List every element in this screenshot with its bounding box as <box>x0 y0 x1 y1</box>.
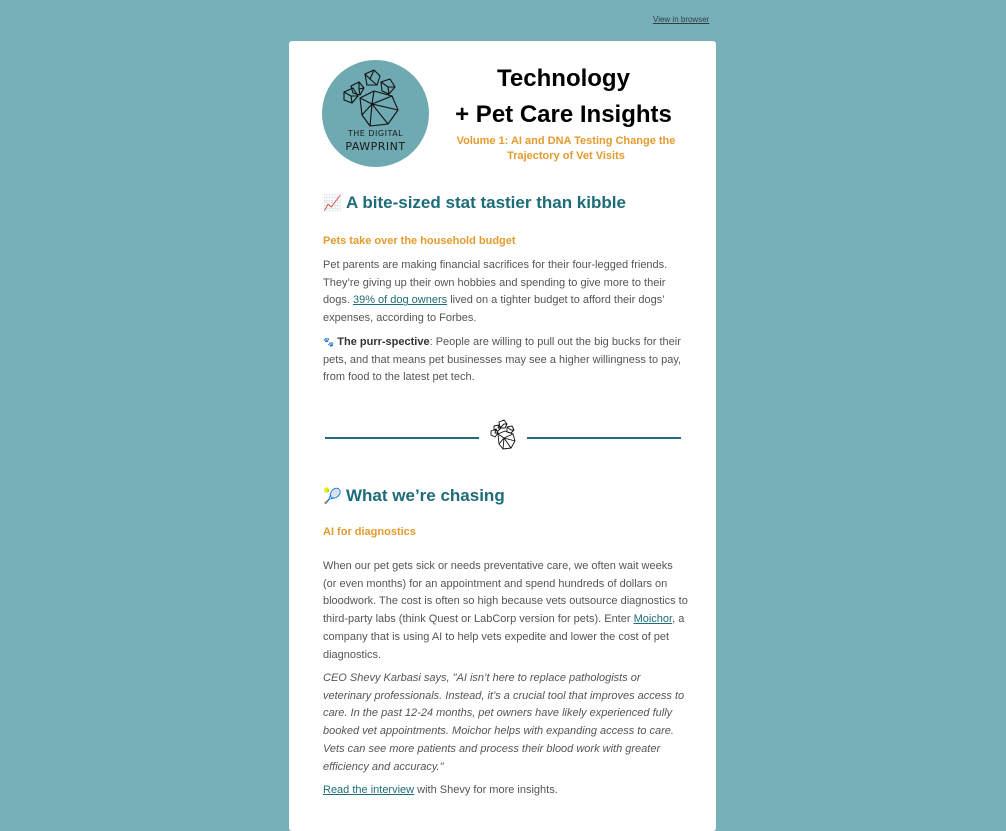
moichor-link[interactable]: Moichor <box>633 613 673 626</box>
chart-increasing-icon: 📈 <box>323 195 342 212</box>
para-text: Pet parents are making financial sacrifices for their four-legged friends. They’re giving up their own hobbies and spending to give more to their dogs. <box>323 259 668 307</box>
para-text: with Shevy for more insights. <box>414 784 558 796</box>
section2-heading <box>323 486 505 506</box>
read-interview-link[interactable]: Read the interview <box>323 784 415 796</box>
section-divider <box>325 419 681 459</box>
section1-subheading: Pets take over the household budget <box>323 235 516 247</box>
newsletter-title <box>439 61 688 133</box>
para-text: lived on a tighter budget to afford their dogs’ expenses, according to Forbes. <box>323 294 665 325</box>
newsletter-subtitle: Volume 1: AI and DNA Testing Change the Trajectory of Vet Visits <box>456 135 676 162</box>
tennis-racket-icon: 🎾 <box>323 488 342 505</box>
title-line1: Technology <box>497 65 630 92</box>
section2-subheading: AI for diagnostics <box>323 526 416 538</box>
view-in-browser-link[interactable]: View in browser <box>653 15 710 24</box>
section1-heading <box>323 193 626 213</box>
digital-pawprint-logo <box>322 60 429 167</box>
para-text: : People are willing to pull out the big bucks for their pets, and that means pet businesses may see a higher willingness to pay, from food to the latest pet tech. <box>323 336 682 384</box>
dog-owners-stat-link[interactable]: 39% of dog owners <box>352 294 448 307</box>
para-text: When our pet gets sick or needs preventative care, we often wait weeks (or even months) for an appointment and spend hundreds of dollars on bloodwork. The cost is often so high because vets outsource diagnostics to third-party labs (think Quest or LabCorp version for pets). Enter <box>323 560 688 626</box>
title-line2: + Pet Care Insights <box>455 101 672 128</box>
paw-prints-icon: 🐾 <box>323 337 335 347</box>
logo-line2: PAWPRINT <box>345 140 406 153</box>
ceo-quote: CEO Shevy Karbasi says, "AI isn’t here to replace pathologists or veterinary professionals. Instead, it’s a crucial tool that improves access to care. In the past 12-24 months, pet owners have likely experienced fully booked vet appointments. Moichor helps with expanding access to care. Vets can see more patients and process their blood work with greater efficiency and accuracy." <box>323 672 685 773</box>
section2-paragraph3 <box>323 782 689 800</box>
newsletter-card <box>289 41 716 831</box>
section2-paragraph1 <box>323 558 689 664</box>
section1-paragraph1 <box>323 257 689 328</box>
section2-heading-text: What we’re chasing <box>346 486 505 505</box>
para-text: , a company that is using AI to help vets expedite and lower the cost of pet diagnostics. <box>323 613 685 661</box>
logo-line1: THE DIGITAL <box>347 129 404 138</box>
divider-line-left <box>325 437 479 439</box>
section1-paragraph2 <box>323 334 689 387</box>
divider-line-right <box>527 437 681 439</box>
geometric-paw-icon <box>485 419 521 455</box>
purr-spective-label: The purr-spective <box>337 336 430 348</box>
section1-heading-text: A bite-sized stat tastier than kibble <box>346 193 626 212</box>
